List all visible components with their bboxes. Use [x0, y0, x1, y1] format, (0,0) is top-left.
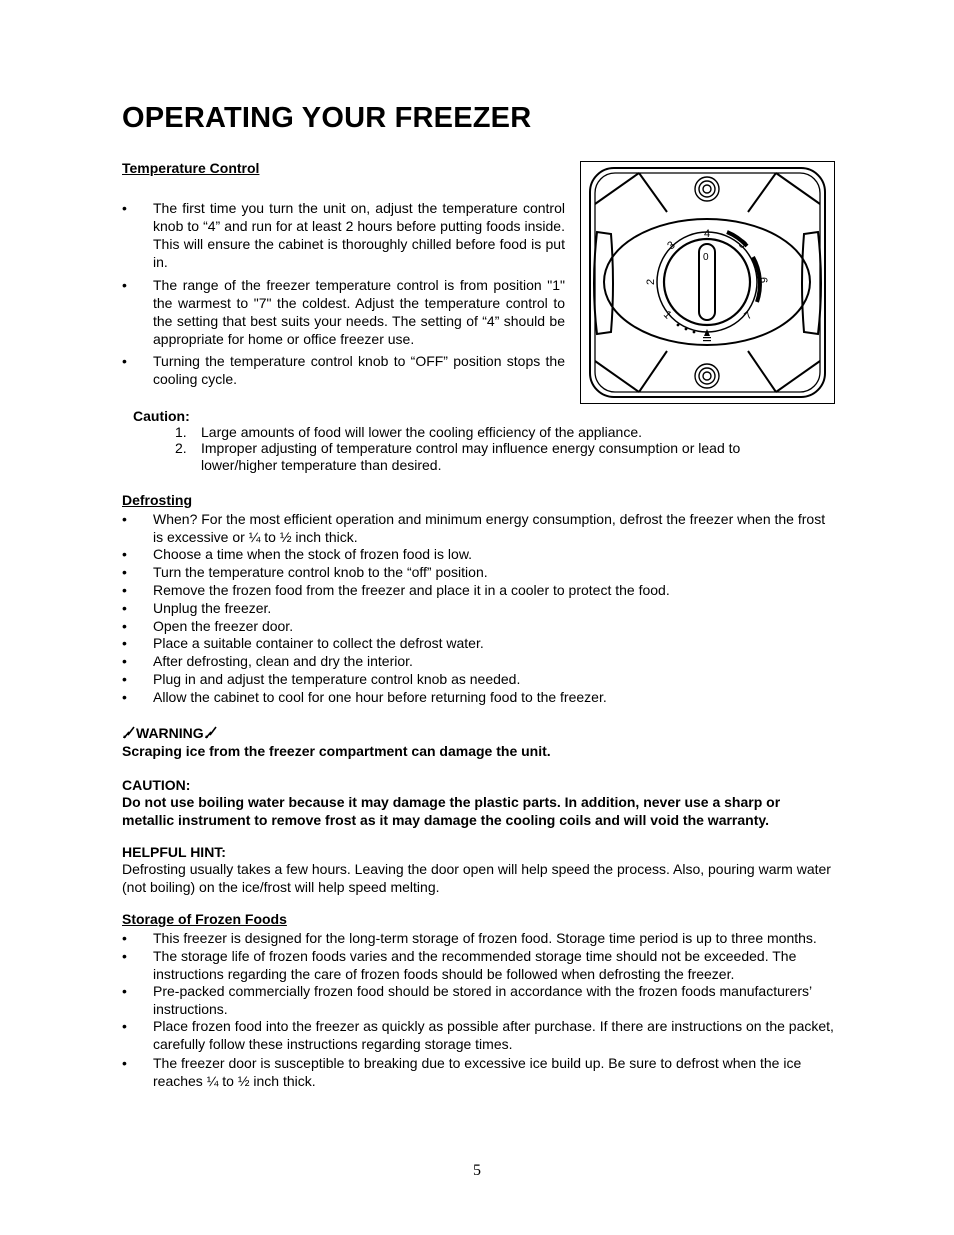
defrost-bullet-text: Choose a time when the stock of frozen food is low. — [153, 546, 473, 562]
dial-number-4: 4 — [704, 228, 711, 240]
warning-lightning-icon — [204, 726, 218, 739]
warning-lightning-icon — [122, 726, 136, 739]
bullet-dot: • — [122, 983, 127, 999]
bullet-dot: • — [122, 511, 127, 527]
dial-number-1: 1 — [660, 308, 674, 322]
dial-number-5: 5 — [736, 238, 749, 252]
bullet-dot: • — [122, 582, 127, 598]
bullet-dot: • — [122, 564, 127, 580]
bullet-dot: • — [122, 200, 127, 216]
defrost-bullet-text: Plug in and adjust the temperature control knob as needed. — [153, 671, 521, 687]
bullet-dot: • — [122, 546, 127, 562]
warning-label: WARNING — [136, 725, 204, 741]
dial-number-7: 7 — [742, 309, 755, 323]
helpful-hint-text: Defrosting usually takes a few hours. Leaving the door open will help speed the process. Also, pouring warm water (not boiling) on the ice/frost will help speed melting. — [122, 861, 831, 895]
caution2-label: CAUTION: — [122, 777, 191, 793]
dial-number-3: 3 — [665, 239, 678, 253]
temp-bullet-text: The range of the freezer temperature control is from position "1" the warmest to "7" the coldest. Adjust the temperature control to the setting that best suits your needs. The setting of “4” should be appropriate for home or office freezer use. — [153, 277, 565, 347]
page-number: 5 — [473, 1162, 481, 1179]
storage-bullet-text: Place frozen food into the freezer as quickly as possible after purchase. If there are instructions on the packet, carefully follow these instructions regarding storage times. — [153, 1018, 834, 1052]
bullet-dot: • — [122, 653, 127, 669]
dial-number-6: 6 — [757, 277, 769, 284]
defrost-bullet-text: Turn the temperature control knob to the “off” position. — [153, 564, 488, 580]
bullet-dot: • — [122, 600, 127, 616]
storage-bullet-text: Pre-packed commercially frozen food should be stored in accordance with the frozen foods manufacturers’ instructions. — [153, 983, 812, 1017]
defrost-bullet-text: Allow the cabinet to cool for one hour before returning food to the freezer. — [153, 689, 607, 705]
bullet-dot: • — [122, 277, 127, 293]
defrosting-heading: Defrosting — [122, 492, 192, 508]
temperature-control-heading: Temperature Control — [122, 160, 260, 176]
page-title: OPERATING YOUR FREEZER — [122, 102, 532, 134]
defrost-bullet-text: Place a suitable container to collect the defrost water. — [153, 635, 484, 651]
bullet-dot: • — [122, 671, 127, 687]
helpful-hint-label: HELPFUL HINT: — [122, 844, 226, 860]
bullet-dot: • — [122, 618, 127, 634]
defrost-bullet-text: Unplug the freezer. — [153, 600, 272, 616]
caution-item-text: Improper adjusting of temperature control may influence energy consumption or lead to lower/higher temperature than desired. — [201, 440, 741, 473]
defrost-bullet-text: When? For the most efficient operation and minimum energy consumption, defrost the freezer when the frost is excessive or ¼ to ½ inch thick. — [153, 511, 826, 545]
dial-illustration — [581, 162, 834, 403]
storage-bullet-text: This freezer is designed for the long-term storage of frozen food. Storage time period is up to three months. — [153, 930, 817, 946]
storage-bullet-text: The storage life of frozen foods varies and the recommended storage time should not be exceeded. The instructions regarding the care of frozen foods should be followed when defrosting the freezer. — [153, 948, 797, 982]
storage-heading: Storage of Frozen Foods — [122, 911, 287, 927]
bullet-dot: • — [122, 635, 127, 651]
temperature-dial-diagram — [580, 161, 835, 404]
dial-number-2: 2 — [645, 278, 657, 285]
bullet-dot: • — [122, 353, 127, 369]
temp-bullet-text: The first time you turn the unit on, adjust the temperature control knob to “4” and run for at least 2 hours before putting foods inside. This will ensure the cabinet is thoroughly chilled before food is put in. — [153, 200, 565, 270]
defrost-bullet-text: Open the freezer door. — [153, 618, 294, 634]
bullet-dot: • — [122, 1055, 127, 1071]
defrost-bullet-text: After defrosting, clean and dry the interior. — [153, 653, 413, 669]
caution-number: 1. — [175, 424, 187, 440]
caution-item-text: Large amounts of food will lower the cooling efficiency of the appliance. — [201, 424, 643, 440]
defrost-bullet-text: Remove the frozen food from the freezer and place it in a cooler to protect the food. — [153, 582, 670, 598]
bullet-dot: • — [122, 689, 127, 705]
warning-text: Scraping ice from the freezer compartment can damage the unit. — [122, 743, 551, 759]
bullet-dot: • — [122, 948, 127, 964]
storage-bullet-text: The freezer door is susceptible to breaking due to excessive ice build up. Be sure to defrost when the ice reaches ¼ to ½ inch thick. — [153, 1055, 802, 1089]
warning-line — [122, 724, 218, 742]
dial-off-mark: 0 — [703, 252, 709, 263]
caution2-text: Do not use boiling water because it may damage the plastic parts. In addition, never use a sharp or metallic instrument to remove frost as it may damage the cooling coils and will void the warranty. — [122, 794, 781, 828]
bullet-dot: • — [122, 930, 127, 946]
temp-bullet-text: Turning the temperature control knob to “OFF” position stops the cooling cycle. — [153, 353, 565, 387]
bullet-dot: • — [122, 1018, 127, 1034]
caution-number: 2. — [175, 440, 187, 456]
caution-label: Caution: — [133, 408, 190, 424]
